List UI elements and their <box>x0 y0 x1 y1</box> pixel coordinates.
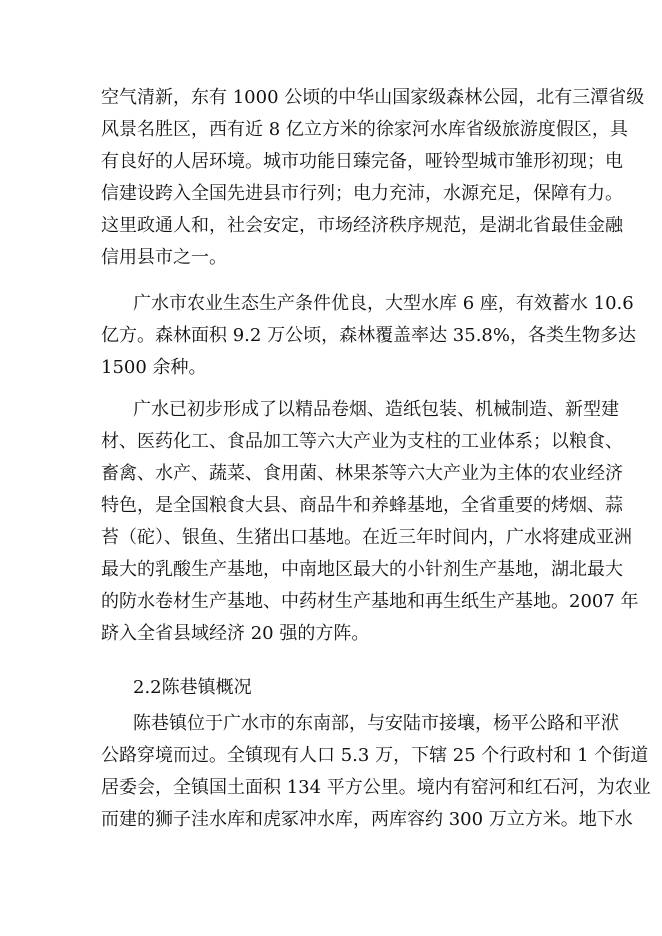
text-line: 广水市农业生态生产条件优良，大型水库 6 座，有效蓄水 10.6 <box>133 293 634 314</box>
text-line: 亿方。森林面积 9.2 万公顷，森林覆盖率达 35.8%，各类生物多达 <box>101 325 636 346</box>
paragraph-1 <box>101 82 645 274</box>
text-line: 信用县市之一。 <box>101 247 227 268</box>
text-line: 最大的乳酸生产基地，中南地区最大的小针剂生产基地，湖北最大 <box>101 559 623 580</box>
text-line: 苔（砣）、银鱼、生猪出口基地。在近三年时间内，广水将建成亚洲 <box>101 527 632 548</box>
text-line: 公路穿境而过。全镇现有人口 5.3 万，下辖 25 个行政村和 1 个街道 <box>101 745 649 766</box>
text-line: 材、医药化工、食品加工等六大产业为支柱的工业体系；以粮食、 <box>101 431 623 452</box>
paragraph-3 <box>101 394 639 650</box>
section-title: 2.2陈巷镇概况 <box>133 677 252 698</box>
section-heading <box>101 672 571 704</box>
text-line: 陈巷镇位于广水市的东南部，与安陆市接壤，杨平公路和平洑 <box>133 713 619 734</box>
text-line: 跻入全省县域经济 20 强的方阵。 <box>101 623 370 644</box>
text-line: 特色，是全国粮食大县、商品牛和养蜂基地，全省重要的烤烟、蒜 <box>101 495 623 516</box>
text-line: 居委会，全镇国土面积 134 平方公里。境内有窑河和红石河，为农业 <box>101 777 651 798</box>
text-line: 的防水卷材生产基地、中药材生产基地和再生纸生产基地。2007 年 <box>101 591 639 612</box>
text-line: 这里政通人和，社会安定，市场经济秩序规范，是湖北省最佳金融 <box>101 215 623 236</box>
text-line: 空气清新，东有 1000 公顷的中华山国家级森林公园，北有三潭省级 <box>101 87 645 108</box>
text-line: 而建的狮子洼水库和虎冢冲水库，两库容约 300 万立方米。地下水 <box>101 809 633 830</box>
text-line: 信建设跨入全国先进县市行列；电力充沛，水源充足，保障有力。 <box>101 183 623 204</box>
text-line: 畜禽、水产、蔬菜、食用菌、林果茶等六大产业为主体的农业经济 <box>101 463 623 484</box>
paragraph-4 <box>101 708 651 836</box>
text-line: 1500 余种。 <box>101 357 207 378</box>
paragraph-2 <box>101 288 636 384</box>
text-line: 风景名胜区，西有近 8 亿立方米的徐家河水库省级旅游度假区，具 <box>101 119 628 140</box>
text-line: 有良好的人居环境。城市功能日臻完备，哑铃型城市雏形初现；电 <box>101 151 623 172</box>
text-line: 广水已初步形成了以精品卷烟、造纸包装、机械制造、新型建 <box>133 399 619 420</box>
